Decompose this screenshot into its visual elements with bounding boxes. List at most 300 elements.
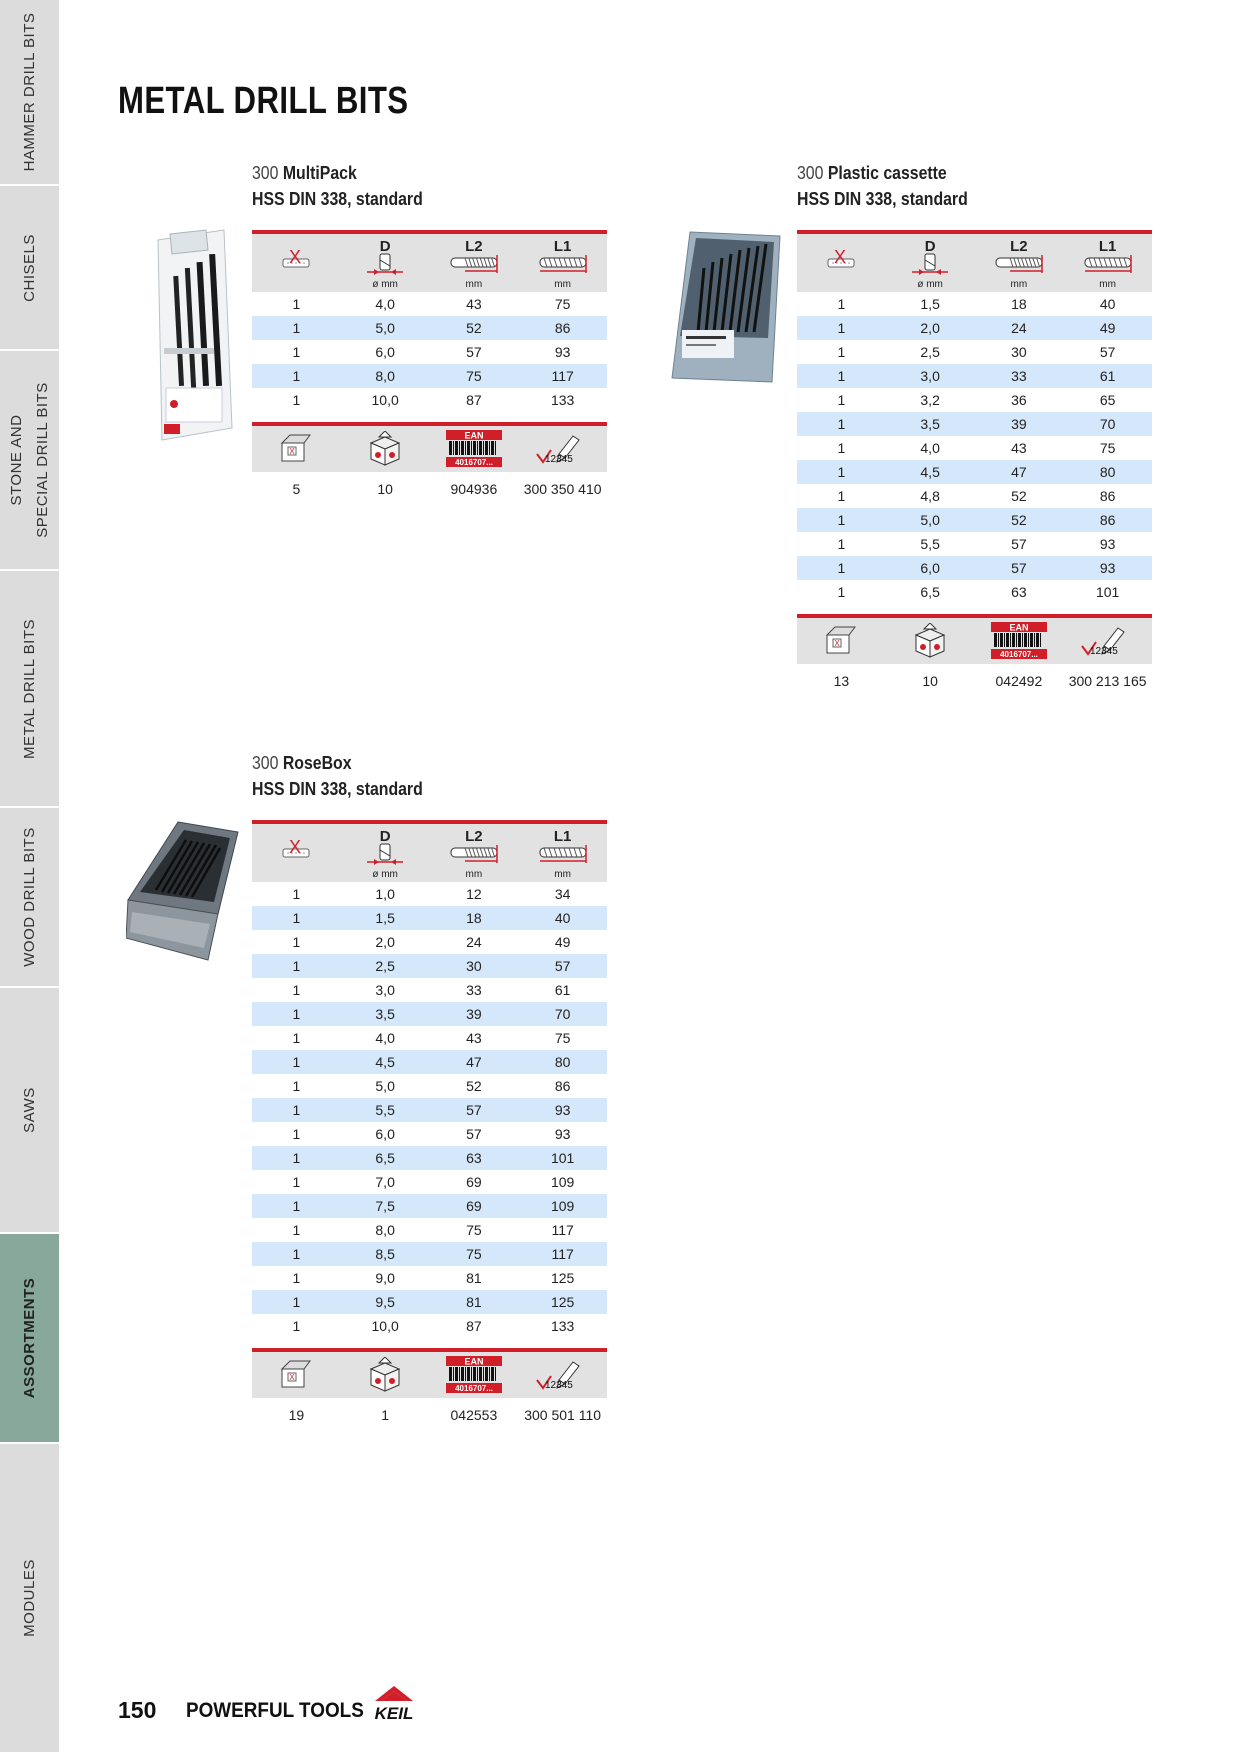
product-title: 300 MultiPack: [252, 163, 357, 183]
article-number-icon: [518, 426, 607, 472]
header-cell: [797, 234, 886, 292]
table-cell: 93: [554, 344, 571, 360]
table-cell: 1: [292, 1078, 301, 1094]
table-cell: 75: [466, 1246, 482, 1262]
header-cell: [886, 234, 975, 292]
product-multipack: [252, 160, 446, 212]
table-cell: 1: [837, 296, 846, 312]
table-cell: 87: [466, 392, 482, 408]
header-unit: mm: [1010, 279, 1028, 290]
table-cell: 6,5: [920, 584, 940, 600]
header-cell: [518, 234, 607, 292]
table-cell: 1: [292, 886, 301, 902]
table-cell: 1: [292, 1054, 301, 1070]
table-cell: 3,0: [375, 982, 395, 998]
table-cell: 109: [550, 1174, 575, 1190]
header-unit: mm: [465, 279, 483, 290]
svg-text:12345: 12345: [544, 454, 573, 465]
table-cell: 3,0: [920, 368, 940, 384]
side-tab-saws[interactable]: [0, 988, 59, 1234]
header-unit: ø mm: [372, 869, 398, 880]
table-cell: 81: [466, 1294, 482, 1310]
side-tab-label: CHISELS: [20, 233, 38, 302]
header-cell: [518, 824, 607, 882]
table-row: [252, 1074, 607, 1098]
side-tab-stone-and-special-drill-bits[interactable]: [0, 351, 59, 571]
svg-text:4016707...: 4016707...: [999, 650, 1038, 659]
table-cell: 47: [1011, 464, 1027, 480]
table-cell: 57: [466, 344, 482, 360]
table-cell: 5,0: [920, 512, 940, 528]
side-tab-hammer-drill-bits[interactable]: [0, 0, 59, 186]
table-row: [252, 1290, 607, 1314]
table-cell: 1: [292, 1174, 301, 1190]
product-table-rosebox: [252, 820, 607, 1432]
table-cell: 75: [466, 1222, 482, 1238]
table-cell: 57: [1011, 536, 1027, 552]
table-cell: 52: [466, 320, 482, 336]
table-cell: 49: [1099, 320, 1116, 336]
table-row: [797, 436, 1152, 460]
table-cell: 8,5: [375, 1246, 395, 1262]
table-cell: 101: [550, 1150, 575, 1166]
plastic-cassette-product-image: [668, 228, 783, 383]
packaging-header: [252, 1352, 607, 1398]
ean-barcode-icon: [975, 618, 1064, 664]
table-cell: 70: [1099, 416, 1116, 432]
header-label: L2: [465, 828, 483, 845]
table-cell: 1: [292, 1246, 301, 1262]
table-row: [797, 460, 1152, 484]
packaging-cell: 042553: [450, 1407, 498, 1423]
rosebox-product-image: [126, 820, 241, 970]
table-cell: 4,5: [375, 1054, 395, 1070]
diameter-icon: [910, 252, 950, 281]
product-title: 300 RoseBox: [252, 753, 352, 773]
packaging-row: [252, 1398, 607, 1432]
table-cell: 24: [1011, 320, 1027, 336]
table-row: [252, 364, 607, 388]
table-row: [252, 1098, 607, 1122]
packaging-cell: 19: [288, 1407, 305, 1423]
header-label: L1: [1098, 238, 1117, 255]
table-cell: 2,5: [920, 344, 940, 360]
table-cell: 63: [1011, 584, 1027, 600]
header-cell: [341, 824, 430, 882]
table-cell: 9,0: [375, 1270, 395, 1286]
header-cell: [252, 234, 341, 292]
table-cell: 8,0: [375, 1222, 395, 1238]
side-tab-label: MODULES: [20, 1559, 38, 1637]
svg-text:4016707...: 4016707...: [454, 458, 493, 467]
product-table-plastic-cassette: [797, 230, 1152, 698]
table-cell: 93: [554, 1126, 571, 1142]
svg-text:EAN: EAN: [1009, 622, 1029, 633]
table-cell: 57: [554, 958, 571, 974]
svg-text:EAN: EAN: [464, 1356, 484, 1367]
total-length-icon: [538, 843, 588, 870]
table-cell: 39: [466, 1006, 482, 1022]
packaging-header: [797, 618, 1152, 664]
table-cell: 93: [554, 1102, 571, 1118]
table-cell: 2,5: [375, 958, 395, 974]
svg-text:X: X: [834, 246, 847, 267]
table-cell: 86: [1099, 512, 1116, 528]
table-cell: 1: [837, 320, 846, 336]
table-cell: 43: [466, 1030, 482, 1046]
table-cell: 24: [466, 934, 482, 950]
side-tab-label: WOOD DRILL BITS: [20, 827, 38, 967]
table-cell: 117: [551, 368, 574, 384]
packaging-cell: 13: [833, 673, 850, 689]
table-cell: 12: [466, 886, 482, 902]
table-cell: 7,0: [375, 1174, 395, 1190]
table-cell: 6,0: [920, 560, 940, 576]
table-cell: 6,0: [375, 1126, 395, 1142]
quantity-icon: [279, 837, 313, 870]
table-cell: 1: [292, 1198, 301, 1214]
table-cell: 1: [292, 1270, 301, 1286]
working-length-icon: [994, 253, 1044, 280]
table-cell: 93: [1099, 560, 1116, 576]
carton-box-icon: [341, 1352, 430, 1398]
table-header: [797, 234, 1152, 292]
table-row: [252, 978, 607, 1002]
svg-text:X: X: [289, 1373, 296, 1382]
table-cell: 63: [466, 1150, 482, 1166]
packaging-cell: 300 501 110: [524, 1407, 602, 1423]
side-tab-wood-drill-bits[interactable]: [0, 808, 59, 988]
quantity-icon: [279, 247, 313, 280]
table-cell: 69: [466, 1198, 482, 1214]
quantity-icon: [824, 247, 858, 280]
table-cell: 133: [550, 1318, 575, 1334]
table-cell: 30: [466, 958, 482, 974]
table-cell: 18: [466, 910, 482, 926]
table-cell: 117: [551, 1222, 574, 1238]
table-cell: 75: [1099, 440, 1116, 456]
table-cell: 10,0: [371, 1318, 399, 1334]
table-cell: 18: [1011, 296, 1027, 312]
table-row: [252, 930, 607, 954]
table-cell: 4,8: [920, 488, 940, 504]
table-cell: 52: [1011, 512, 1027, 528]
table-cell: 34: [554, 886, 571, 902]
header-label: D: [379, 828, 391, 845]
side-tab-label: HAMMER DRILL BITS: [20, 12, 38, 172]
table-row: [252, 1266, 607, 1290]
product-plastic-cassette: [797, 160, 991, 212]
table-row: [797, 556, 1152, 580]
side-tab-label: SAWS: [20, 1087, 38, 1133]
packaging-cell: 10: [922, 673, 938, 689]
table-header: [252, 824, 607, 882]
pack-unit-icon: [797, 618, 886, 664]
table-cell: 1: [292, 392, 301, 408]
table-cell: 5,0: [375, 320, 395, 336]
table-cell: 5,5: [375, 1102, 395, 1118]
table-row: [797, 412, 1152, 436]
table-cell: 1: [837, 416, 846, 432]
table-row: [252, 1242, 607, 1266]
table-cell: 1: [292, 344, 301, 360]
svg-text:12345: 12345: [1089, 646, 1118, 657]
table-cell: 57: [466, 1102, 482, 1118]
header-cell: [252, 824, 341, 882]
table-cell: 39: [1011, 416, 1027, 432]
table-row: [252, 1146, 607, 1170]
table-row: [252, 906, 607, 930]
table-cell: 2,0: [375, 934, 395, 950]
category-sidebar: [0, 0, 59, 1754]
table-cell: 1: [837, 560, 846, 576]
table-cell: 133: [550, 392, 575, 408]
packaging-cell: 300 213 165: [1068, 673, 1147, 689]
table-row: [797, 580, 1152, 604]
side-tab-metal-drill-bits[interactable]: [0, 571, 59, 808]
svg-text:4016707...: 4016707...: [454, 1384, 493, 1393]
table-cell: 9,5: [375, 1294, 395, 1310]
table-cell: 75: [466, 368, 482, 384]
table-cell: 1: [837, 440, 846, 456]
table-row: [797, 388, 1152, 412]
table-cell: 1: [292, 1222, 301, 1238]
table-cell: 1: [837, 392, 846, 408]
table-cell: 1: [292, 1318, 301, 1334]
table-cell: 40: [1099, 296, 1116, 312]
diameter-icon: [365, 252, 405, 281]
table-cell: 1: [292, 296, 301, 312]
table-cell: 1,0: [375, 886, 395, 902]
table-row: [797, 532, 1152, 556]
article-number-icon: [518, 1352, 607, 1398]
table-cell: 57: [466, 1126, 482, 1142]
table-cell: 36: [1011, 392, 1027, 408]
header-label: L1: [553, 828, 572, 845]
table-row: [252, 1170, 607, 1194]
table-row: [797, 484, 1152, 508]
table-cell: 1: [837, 368, 846, 384]
table-cell: 1: [837, 512, 846, 528]
table-cell: 6,0: [375, 344, 395, 360]
table-cell: 61: [1099, 368, 1116, 384]
product-subtitle: HSS DIN 338, standard: [252, 189, 423, 209]
product-subtitle: HSS DIN 338, standard: [797, 189, 968, 209]
working-length-icon: [449, 843, 499, 870]
article-number-icon: [1063, 618, 1152, 664]
table-cell: 1: [837, 536, 846, 552]
packaging-row: [252, 472, 607, 506]
table-cell: 69: [466, 1174, 482, 1190]
table-row: [252, 292, 607, 316]
table-cell: 109: [550, 1198, 575, 1214]
table-cell: 1,5: [920, 296, 940, 312]
table-cell: 1: [837, 584, 846, 600]
table-cell: 61: [554, 982, 571, 998]
header-unit: mm: [554, 279, 571, 290]
header-cell: [430, 824, 519, 882]
svg-text:EAN: EAN: [464, 430, 484, 441]
table-cell: 49: [554, 934, 571, 950]
table-cell: 1: [292, 982, 301, 998]
table-cell: 3,2: [920, 392, 940, 408]
brand-claim: POWERFUL TOOLS: [186, 1699, 364, 1722]
table-cell: 65: [1099, 392, 1116, 408]
header-label: D: [379, 238, 391, 255]
table-row: [252, 1314, 607, 1338]
header-cell: [975, 234, 1064, 292]
table-row: [252, 340, 607, 364]
svg-text:X: X: [289, 447, 296, 456]
pack-unit-icon: [252, 1352, 341, 1398]
table-cell: 1: [292, 1102, 301, 1118]
packaging-header: [252, 426, 607, 472]
table-cell: 70: [554, 1006, 571, 1022]
product-subtitle: HSS DIN 338, standard: [252, 779, 423, 799]
packaging-cell: 042492: [995, 673, 1043, 689]
table-cell: 10,0: [371, 392, 399, 408]
table-row: [797, 508, 1152, 532]
table-cell: 52: [1011, 488, 1027, 504]
diameter-icon: [365, 842, 405, 871]
page-title: METAL DRILL BITS: [118, 80, 409, 122]
table-cell: 1: [292, 958, 301, 974]
table-cell: 80: [554, 1054, 571, 1070]
table-cell: 1: [292, 1294, 301, 1310]
table-cell: 1,5: [375, 910, 395, 926]
table-cell: 4,0: [920, 440, 940, 456]
packaging-cell: 5: [292, 481, 301, 497]
table-cell: 125: [550, 1270, 575, 1286]
table-row: [252, 1050, 607, 1074]
table-row: [797, 340, 1152, 364]
table-cell: 1: [292, 1030, 301, 1046]
product-title: 300 Plastic cassette: [797, 163, 947, 183]
table-cell: 4,0: [375, 296, 395, 312]
pack-unit-icon: [252, 426, 341, 472]
multipack-product-image: [128, 228, 238, 443]
table-cell: 1: [292, 320, 301, 336]
table-cell: 3,5: [920, 416, 940, 432]
carton-box-icon: [341, 426, 430, 472]
table-cell: 5,5: [920, 536, 940, 552]
svg-text:12345: 12345: [544, 1380, 573, 1391]
table-cell: 1: [292, 1150, 301, 1166]
table-cell: 4,0: [375, 1030, 395, 1046]
table-cell: 81: [466, 1270, 482, 1286]
ean-barcode-icon: [430, 1352, 519, 1398]
table-cell: 40: [554, 910, 571, 926]
svg-text:X: X: [289, 836, 302, 857]
table-cell: 93: [1099, 536, 1116, 552]
side-tab-label: ASSORTMENTS: [20, 1277, 38, 1399]
table-row: [252, 954, 607, 978]
header-cell: [430, 234, 519, 292]
header-label: L2: [1010, 238, 1028, 255]
header-cell: [1063, 234, 1152, 292]
side-tab-label: METAL DRILL BITS: [20, 618, 38, 759]
table-row: [252, 388, 607, 412]
table-cell: 75: [554, 1030, 571, 1046]
header-unit: ø mm: [917, 279, 943, 290]
product-table-multipack: [252, 230, 607, 506]
side-tab-assortments[interactable]: [0, 1234, 59, 1444]
table-cell: 43: [1011, 440, 1027, 456]
product-rosebox: [252, 750, 446, 802]
header-label: L2: [465, 238, 483, 255]
header-cell: [341, 234, 430, 292]
table-cell: 2,0: [920, 320, 940, 336]
table-cell: 1: [837, 344, 846, 360]
header-label: L1: [553, 238, 572, 255]
ean-barcode-icon: [430, 426, 519, 472]
header-unit: mm: [1099, 279, 1116, 290]
page-number: 150: [118, 1697, 157, 1723]
table-cell: 47: [466, 1054, 482, 1070]
packaging-cell: 1: [381, 1407, 390, 1423]
table-cell: 1: [292, 1006, 301, 1022]
table-cell: 8,0: [375, 368, 395, 384]
table-cell: 6,5: [375, 1150, 395, 1166]
table-cell: 87: [466, 1318, 482, 1334]
table-cell: 1: [292, 1126, 301, 1142]
table-row: [797, 364, 1152, 388]
table-header: [252, 234, 607, 292]
table-row: [252, 1194, 607, 1218]
total-length-icon: [538, 253, 588, 280]
table-cell: 57: [1011, 560, 1027, 576]
table-row: [797, 292, 1152, 316]
svg-text:X: X: [834, 639, 841, 648]
side-tab-chisels[interactable]: [0, 186, 59, 351]
table-row: [252, 316, 607, 340]
table-cell: 5,0: [375, 1078, 395, 1094]
table-cell: 1: [837, 488, 846, 504]
side-tab-modules[interactable]: [0, 1444, 59, 1754]
total-length-icon: [1083, 253, 1133, 280]
table-cell: 3,5: [375, 1006, 395, 1022]
packaging-cell: 10: [377, 481, 393, 497]
table-cell: 86: [554, 1078, 571, 1094]
table-cell: 33: [466, 982, 482, 998]
table-cell: 52: [466, 1078, 482, 1094]
table-row: [252, 1122, 607, 1146]
table-cell: 1: [292, 368, 301, 384]
table-row: [252, 1218, 607, 1242]
table-cell: 43: [466, 296, 482, 312]
packaging-row: [797, 664, 1152, 698]
table-cell: 86: [554, 320, 571, 336]
table-cell: 1: [292, 910, 301, 926]
keil-logo: [371, 1683, 417, 1723]
table-row: [252, 882, 607, 906]
table-cell: 4,5: [920, 464, 940, 480]
carton-box-icon: [886, 618, 975, 664]
svg-text:X: X: [289, 246, 302, 267]
table-cell: 1: [837, 464, 846, 480]
table-cell: 80: [1099, 464, 1116, 480]
working-length-icon: [449, 253, 499, 280]
table-cell: 75: [554, 296, 571, 312]
header-label: D: [924, 238, 936, 255]
header-unit: mm: [554, 869, 571, 880]
table-row: [252, 1002, 607, 1026]
table-cell: 86: [1099, 488, 1116, 504]
table-cell: 125: [550, 1294, 575, 1310]
packaging-cell: 300 350 410: [523, 481, 602, 497]
table-cell: 7,5: [375, 1198, 395, 1214]
table-cell: 57: [1099, 344, 1116, 360]
